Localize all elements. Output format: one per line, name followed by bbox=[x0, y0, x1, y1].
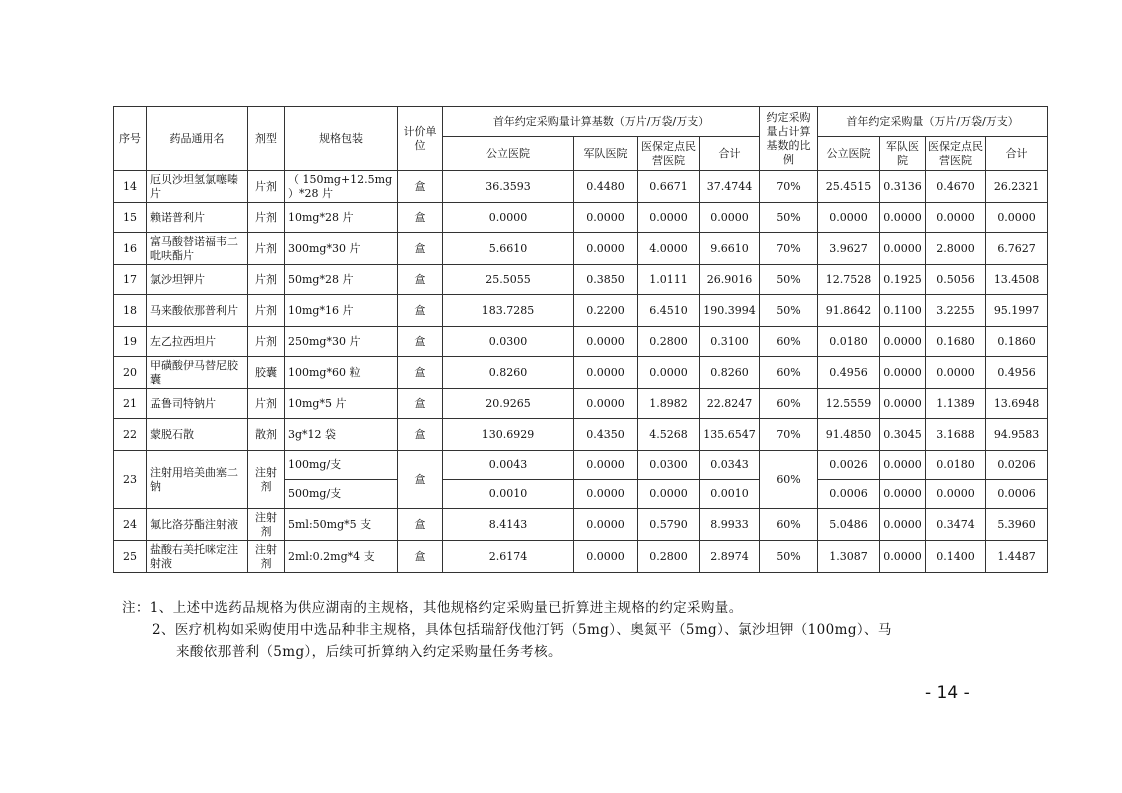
cell-unit: 盒 bbox=[398, 233, 443, 265]
header-qty-military: 军队医院 bbox=[880, 137, 926, 171]
cell-ratio: 50% bbox=[760, 265, 818, 295]
cell-qty-military: 0.0000 bbox=[880, 480, 926, 509]
cell-qty-private: 0.3474 bbox=[926, 509, 986, 541]
cell-qty-private: 3.1688 bbox=[926, 419, 986, 451]
cell-qty-military: 0.3136 bbox=[880, 171, 926, 203]
cell-qty-total: 13.4508 bbox=[986, 265, 1048, 295]
header-drug-name: 药品通用名 bbox=[147, 107, 248, 171]
cell-qty-private: 0.4670 bbox=[926, 171, 986, 203]
cell-qty-total: 0.4956 bbox=[986, 357, 1048, 389]
cell-qty-private: 3.2255 bbox=[926, 295, 986, 327]
cell-base-military: 0.0000 bbox=[574, 480, 638, 509]
cell-base-public: 0.0000 bbox=[443, 203, 574, 233]
cell-ratio: 60% bbox=[760, 327, 818, 357]
cell-qty-private: 0.0000 bbox=[926, 203, 986, 233]
cell-base-private: 0.2800 bbox=[638, 541, 700, 573]
cell-qty-private: 0.0180 bbox=[926, 451, 986, 480]
cell-base-private: 4.0000 bbox=[638, 233, 700, 265]
cell-ratio: 60% bbox=[760, 357, 818, 389]
cell-qty-total: 0.1860 bbox=[986, 327, 1048, 357]
header-qty-group: 首年约定采购量（万片/万袋/万支） bbox=[818, 107, 1048, 137]
header-row-1 bbox=[114, 107, 1048, 137]
cell-base-private: 0.2800 bbox=[638, 327, 700, 357]
cell-dosage-form: 片剂 bbox=[248, 233, 285, 265]
cell-drug-name: 甲磺酸伊马替尼胶囊 bbox=[147, 357, 248, 389]
cell-qty-military: 0.1925 bbox=[880, 265, 926, 295]
header-base-military: 军队医院 bbox=[574, 137, 638, 171]
cell-seq: 19 bbox=[114, 327, 147, 357]
cell-base-military: 0.4350 bbox=[574, 419, 638, 451]
cell-base-total: 22.8247 bbox=[700, 389, 760, 419]
cell-seq: 16 bbox=[114, 233, 147, 265]
cell-qty-total: 5.3960 bbox=[986, 509, 1048, 541]
cell-base-total: 0.0343 bbox=[700, 451, 760, 480]
cell-base-public: 0.8260 bbox=[443, 357, 574, 389]
cell-dosage-form: 胶囊 bbox=[248, 357, 285, 389]
cell-qty-public: 0.4956 bbox=[818, 357, 880, 389]
cell-base-public: 0.0043 bbox=[443, 451, 574, 480]
cell-qty-military: 0.3045 bbox=[880, 419, 926, 451]
cell-dosage-form: 散剂 bbox=[248, 419, 285, 451]
cell-dosage-form: 注射剂 bbox=[248, 509, 285, 541]
cell-base-public: 2.6174 bbox=[443, 541, 574, 573]
table-row bbox=[114, 357, 1048, 389]
cell-spec: 10mg*16 片 bbox=[285, 295, 398, 327]
cell-qty-military: 0.0000 bbox=[880, 233, 926, 265]
cell-unit: 盒 bbox=[398, 419, 443, 451]
cell-base-military: 0.0000 bbox=[574, 541, 638, 573]
header-ratio: 约定采购量占计算基数的比例 bbox=[760, 107, 818, 171]
header-spec: 规格包装 bbox=[285, 107, 398, 171]
cell-qty-public: 91.4850 bbox=[818, 419, 880, 451]
cell-spec: 50mg*28 片 bbox=[285, 265, 398, 295]
cell-qty-private: 0.1400 bbox=[926, 541, 986, 573]
cell-spec: 2ml:0.2mg*4 支 bbox=[285, 541, 398, 573]
cell-base-total: 190.3994 bbox=[700, 295, 760, 327]
cell-base-private: 1.8982 bbox=[638, 389, 700, 419]
header-dosage-form: 剂型 bbox=[248, 107, 285, 171]
cell-seq: 23 bbox=[114, 451, 147, 509]
cell-ratio: 50% bbox=[760, 541, 818, 573]
cell-seq: 20 bbox=[114, 357, 147, 389]
header-seq: 序号 bbox=[114, 107, 147, 171]
cell-spec: 500mg/支 bbox=[285, 480, 398, 509]
header-base-total: 合计 bbox=[700, 137, 760, 171]
cell-base-military: 0.4480 bbox=[574, 171, 638, 203]
cell-base-military: 0.0000 bbox=[574, 509, 638, 541]
cell-qty-private: 2.8000 bbox=[926, 233, 986, 265]
cell-spec: 100mg*60 粒 bbox=[285, 357, 398, 389]
table-row bbox=[114, 451, 1048, 480]
page-number: - 14 - bbox=[925, 683, 970, 703]
cell-base-total: 8.9933 bbox=[700, 509, 760, 541]
table-row bbox=[114, 203, 1048, 233]
cell-spec: 3g*12 袋 bbox=[285, 419, 398, 451]
cell-ratio: 50% bbox=[760, 203, 818, 233]
table-row bbox=[114, 541, 1048, 573]
table-row bbox=[114, 389, 1048, 419]
cell-qty-military: 0.0000 bbox=[880, 203, 926, 233]
cell-qty-total: 95.1997 bbox=[986, 295, 1048, 327]
cell-seq: 25 bbox=[114, 541, 147, 573]
cell-qty-public: 5.0486 bbox=[818, 509, 880, 541]
cell-base-total: 0.0000 bbox=[700, 203, 760, 233]
cell-unit: 盒 bbox=[398, 357, 443, 389]
cell-base-public: 25.5055 bbox=[443, 265, 574, 295]
cell-base-total: 135.6547 bbox=[700, 419, 760, 451]
cell-unit: 盒 bbox=[398, 327, 443, 357]
cell-base-public: 0.0010 bbox=[443, 480, 574, 509]
cell-dosage-form: 片剂 bbox=[248, 265, 285, 295]
header-unit: 计价单位 bbox=[398, 107, 443, 171]
cell-drug-name: 左乙拉西坦片 bbox=[147, 327, 248, 357]
cell-base-private: 0.5790 bbox=[638, 509, 700, 541]
cell-spec: 5ml:50mg*5 支 bbox=[285, 509, 398, 541]
cell-dosage-form: 注射剂 bbox=[248, 451, 285, 509]
cell-qty-public: 0.0026 bbox=[818, 451, 880, 480]
cell-base-private: 6.4510 bbox=[638, 295, 700, 327]
cell-dosage-form: 片剂 bbox=[248, 171, 285, 203]
cell-base-public: 36.3593 bbox=[443, 171, 574, 203]
cell-unit: 盒 bbox=[398, 171, 443, 203]
header-qty-total: 合计 bbox=[986, 137, 1048, 171]
cell-drug-name: 孟鲁司特钠片 bbox=[147, 389, 248, 419]
table-row bbox=[114, 295, 1048, 327]
cell-qty-public: 1.3087 bbox=[818, 541, 880, 573]
table-row bbox=[114, 265, 1048, 295]
cell-qty-military: 0.0000 bbox=[880, 451, 926, 480]
cell-spec: 10mg*5 片 bbox=[285, 389, 398, 419]
cell-qty-military: 0.0000 bbox=[880, 389, 926, 419]
cell-qty-private: 0.0000 bbox=[926, 480, 986, 509]
cell-qty-public: 3.9627 bbox=[818, 233, 880, 265]
table-row bbox=[114, 171, 1048, 203]
cell-seq: 17 bbox=[114, 265, 147, 295]
cell-base-military: 0.0000 bbox=[574, 203, 638, 233]
cell-ratio: 70% bbox=[760, 171, 818, 203]
cell-drug-name: 盐酸右美托咪定注射液 bbox=[147, 541, 248, 573]
cell-qty-private: 0.1680 bbox=[926, 327, 986, 357]
cell-unit: 盒 bbox=[398, 295, 443, 327]
cell-qty-military: 0.0000 bbox=[880, 327, 926, 357]
cell-base-public: 20.9265 bbox=[443, 389, 574, 419]
cell-base-public: 130.6929 bbox=[443, 419, 574, 451]
cell-ratio: 60% bbox=[760, 451, 818, 509]
cell-unit: 盒 bbox=[398, 203, 443, 233]
cell-base-private: 0.0000 bbox=[638, 357, 700, 389]
cell-qty-public: 12.5559 bbox=[818, 389, 880, 419]
cell-drug-name: 富马酸替诺福韦二吡呋酯片 bbox=[147, 233, 248, 265]
header-base-private: 医保定点民营医院 bbox=[638, 137, 700, 171]
cell-qty-private: 0.0000 bbox=[926, 357, 986, 389]
cell-drug-name: 厄贝沙坦氢氯噻嗪片 bbox=[147, 171, 248, 203]
cell-base-total: 0.0010 bbox=[700, 480, 760, 509]
cell-base-private: 1.0111 bbox=[638, 265, 700, 295]
cell-ratio: 70% bbox=[760, 419, 818, 451]
cell-unit: 盒 bbox=[398, 265, 443, 295]
header-base-group: 首年约定采购量计算基数（万片/万袋/万支） bbox=[443, 107, 760, 137]
cell-ratio: 70% bbox=[760, 233, 818, 265]
cell-qty-total: 0.0000 bbox=[986, 203, 1048, 233]
cell-base-military: 0.0000 bbox=[574, 389, 638, 419]
cell-drug-name: 蒙脱石散 bbox=[147, 419, 248, 451]
cell-qty-military: 0.0000 bbox=[880, 357, 926, 389]
cell-seq: 21 bbox=[114, 389, 147, 419]
cell-spec: 10mg*28 片 bbox=[285, 203, 398, 233]
cell-qty-public: 0.0006 bbox=[818, 480, 880, 509]
cell-qty-total: 6.7627 bbox=[986, 233, 1048, 265]
table-notes bbox=[122, 597, 1002, 663]
cell-qty-public: 12.7528 bbox=[818, 265, 880, 295]
cell-base-military: 0.3850 bbox=[574, 265, 638, 295]
cell-base-total: 37.4744 bbox=[700, 171, 760, 203]
header-base-public: 公立医院 bbox=[443, 137, 574, 171]
cell-spec: 300mg*30 片 bbox=[285, 233, 398, 265]
cell-unit: 盒 bbox=[398, 541, 443, 573]
cell-qty-public: 0.0000 bbox=[818, 203, 880, 233]
cell-base-military: 0.0000 bbox=[574, 451, 638, 480]
cell-qty-total: 26.2321 bbox=[986, 171, 1048, 203]
cell-unit: 盒 bbox=[398, 389, 443, 419]
note-line-1: 注：1、上述中选药品规格为供应湖南的主规格，其他规格约定采购量已折算进主规格的约定采购量。 bbox=[122, 600, 743, 616]
cell-ratio: 60% bbox=[760, 389, 818, 419]
cell-drug-name: 赖诺普利片 bbox=[147, 203, 248, 233]
drug-procurement-table bbox=[113, 106, 1048, 573]
cell-base-private: 0.0000 bbox=[638, 203, 700, 233]
cell-base-private: 0.6671 bbox=[638, 171, 700, 203]
note-line-2: 2、医疗机构如采购使用中选品种非主规格，具体包括瑞舒伐他汀钙（5mg）、奥氮平（5mg）、氯沙坦钾（100mg）、马 bbox=[152, 622, 892, 638]
cell-spec: （ 150mg+12.5mg ）*28 片 bbox=[285, 171, 398, 203]
cell-drug-name: 氯沙坦钾片 bbox=[147, 265, 248, 295]
cell-qty-private: 0.5056 bbox=[926, 265, 986, 295]
cell-dosage-form: 片剂 bbox=[248, 327, 285, 357]
cell-base-public: 0.0300 bbox=[443, 327, 574, 357]
cell-base-total: 9.6610 bbox=[700, 233, 760, 265]
cell-dosage-form: 片剂 bbox=[248, 389, 285, 419]
table-row bbox=[114, 509, 1048, 541]
cell-seq: 22 bbox=[114, 419, 147, 451]
cell-base-private: 4.5268 bbox=[638, 419, 700, 451]
header-qty-public: 公立医院 bbox=[818, 137, 880, 171]
table-row bbox=[114, 419, 1048, 451]
note-line-3: 来酸依那普利（5mg），后续可折算纳入约定采购量任务考核。 bbox=[176, 644, 562, 660]
cell-qty-public: 25.4515 bbox=[818, 171, 880, 203]
cell-seq: 15 bbox=[114, 203, 147, 233]
cell-drug-name: 马来酸依那普利片 bbox=[147, 295, 248, 327]
cell-base-total: 0.8260 bbox=[700, 357, 760, 389]
cell-seq: 14 bbox=[114, 171, 147, 203]
cell-drug-name: 氟比洛芬酯注射液 bbox=[147, 509, 248, 541]
cell-qty-military: 0.0000 bbox=[880, 509, 926, 541]
cell-seq: 18 bbox=[114, 295, 147, 327]
cell-qty-total: 94.9583 bbox=[986, 419, 1048, 451]
cell-base-total: 26.9016 bbox=[700, 265, 760, 295]
cell-base-private: 0.0300 bbox=[638, 451, 700, 480]
cell-base-military: 0.0000 bbox=[574, 233, 638, 265]
cell-dosage-form: 片剂 bbox=[248, 295, 285, 327]
cell-drug-name: 注射用培美曲塞二钠 bbox=[147, 451, 248, 509]
cell-qty-total: 0.0206 bbox=[986, 451, 1048, 480]
table-body bbox=[114, 171, 1048, 573]
cell-base-public: 183.7285 bbox=[443, 295, 574, 327]
cell-qty-military: 0.0000 bbox=[880, 541, 926, 573]
cell-unit: 盒 bbox=[398, 451, 443, 509]
table-row bbox=[114, 327, 1048, 357]
cell-base-public: 8.4143 bbox=[443, 509, 574, 541]
cell-dosage-form: 片剂 bbox=[248, 203, 285, 233]
cell-base-total: 2.8974 bbox=[700, 541, 760, 573]
cell-base-military: 0.0000 bbox=[574, 327, 638, 357]
cell-seq: 24 bbox=[114, 509, 147, 541]
cell-qty-public: 0.0180 bbox=[818, 327, 880, 357]
cell-qty-total: 13.6948 bbox=[986, 389, 1048, 419]
cell-qty-private: 1.1389 bbox=[926, 389, 986, 419]
cell-base-military: 0.2200 bbox=[574, 295, 638, 327]
table-row bbox=[114, 233, 1048, 265]
cell-qty-public: 91.8642 bbox=[818, 295, 880, 327]
cell-dosage-form: 注射剂 bbox=[248, 541, 285, 573]
cell-spec: 100mg/支 bbox=[285, 451, 398, 480]
cell-base-private: 0.0000 bbox=[638, 480, 700, 509]
header-qty-private: 医保定点民营医院 bbox=[926, 137, 986, 171]
cell-qty-military: 0.1100 bbox=[880, 295, 926, 327]
cell-base-public: 5.6610 bbox=[443, 233, 574, 265]
cell-spec: 250mg*30 片 bbox=[285, 327, 398, 357]
cell-ratio: 50% bbox=[760, 295, 818, 327]
cell-qty-total: 0.0006 bbox=[986, 480, 1048, 509]
cell-base-military: 0.0000 bbox=[574, 357, 638, 389]
cell-unit: 盒 bbox=[398, 509, 443, 541]
cell-base-total: 0.3100 bbox=[700, 327, 760, 357]
cell-qty-total: 1.4487 bbox=[986, 541, 1048, 573]
cell-ratio: 60% bbox=[760, 509, 818, 541]
